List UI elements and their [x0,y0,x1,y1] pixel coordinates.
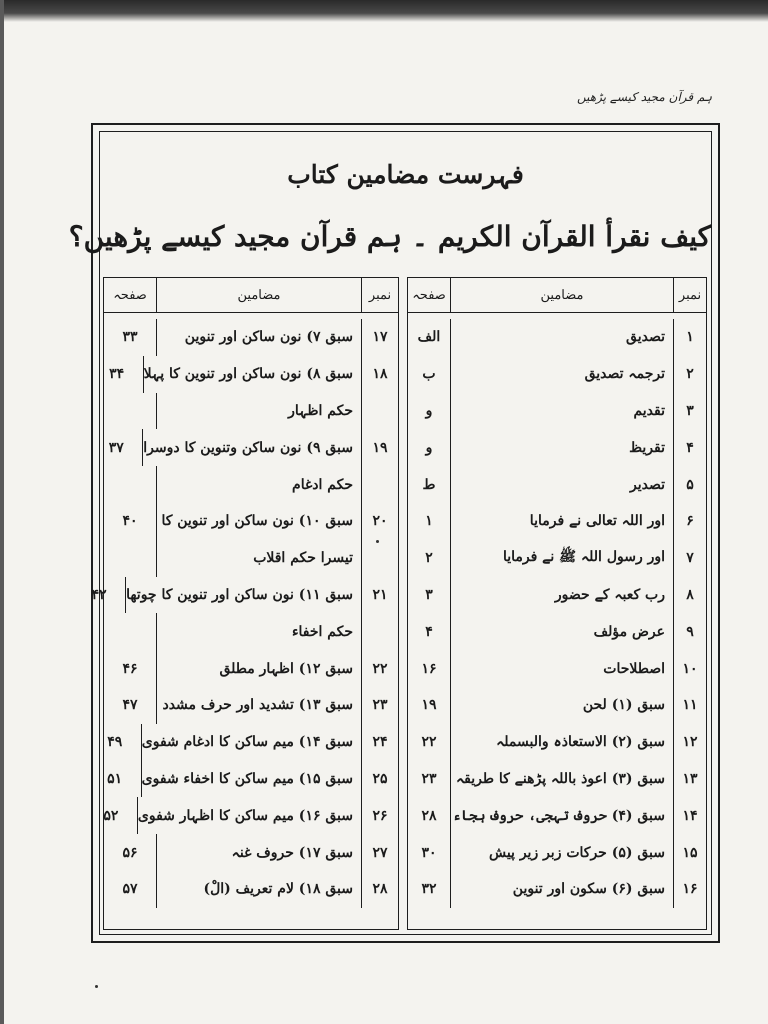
scan-speck [376,540,379,543]
toc-entry-page: ۲۲ [421,734,437,751]
toc-entry-page: ۵۲ [103,807,119,824]
toc-row [408,724,706,761]
toc-entry-topic: سبق (۳) اعوذ باللہ پڑھنے کا طریقہ [450,761,673,798]
toc-right-table [407,277,707,930]
toc-row [408,834,706,871]
toc-row [104,871,398,908]
toc-entry-number: ۵ [673,466,706,503]
toc-entry-number: ۱۱ [673,687,706,724]
toc-entry-page [104,613,156,650]
toc-row [104,356,398,393]
toc-row [104,797,398,834]
toc-entry-page: ۱ [425,513,433,530]
toc-entry-page: ۲۳ [421,770,437,787]
toc-row [408,577,706,614]
toc-entry-page: ۴۰ [122,513,138,530]
page-frame-inner [68,131,712,935]
scan-speck [95,985,98,988]
toc-entry-topic: سبق ۱۱) نون ساکن اور تنوین کا چوتھا [125,577,361,614]
toc-entry-page: ۵۱ [107,770,123,787]
toc-entry-page: ۳۴ [109,366,125,383]
toc-entry-number: ۱۵ [673,834,706,871]
toc-row [104,429,398,466]
number-column-header: نمبر [673,278,706,312]
toc-row [104,761,398,798]
toc-right-header-row [408,278,706,313]
toc-row [408,540,706,577]
toc-right-rows [408,313,706,929]
toc-entry-topic: اور رسول اللہ ﷺ نے فرمایا [450,540,673,577]
topic-column-header: مضامین [450,278,673,312]
toc-entry-topic: سبق ۷) نون ساکن اور تنوین [156,319,361,356]
toc-entry-page [104,393,156,430]
toc-entry-number: ۱۳ [673,761,706,798]
toc-entry-number: ۲۸ [361,871,398,908]
toc-row [408,356,706,393]
toc-row [104,613,398,650]
toc-row [104,319,398,356]
toc-entry-number: ۱۸ [361,356,398,393]
toc-entry-number: ۶ [673,503,706,540]
toc-row [408,650,706,687]
toc-entry-page: ۴ [425,623,433,640]
toc-entry-page: ۴۲ [91,586,107,603]
toc-row [104,393,398,430]
scan-left-edge [0,0,4,1024]
toc-entry-number: ۱۶ [673,871,706,908]
toc-entry-page: ۵۷ [122,881,138,898]
toc-entry-page [104,466,156,503]
toc-entry-topic: سبق ۱۴) میم ساکن کا ادغام شفوی [141,724,361,761]
page-title: فہرست مضامین کتاب [287,160,524,189]
toc-entry-number: ۳ [673,393,706,430]
number-column-header: نمبر [361,278,398,312]
toc-entry-topic: سبق ۱۸) لام تعریف (الْ) [156,871,361,908]
toc-entry-page: الف [417,329,441,346]
toc-entry-number: ۲۱ [361,577,398,614]
toc-entry-page: ب [422,366,436,383]
toc-entry-page: ط [422,476,436,493]
page-column-header: صفحہ [412,287,446,303]
toc-entry-topic: تصدیر [450,466,673,503]
toc-entry-topic: سبق ۱۶) میم ساکن کا اظہار شفوی [137,797,361,834]
toc-row [408,393,706,430]
toc-row [408,761,706,798]
toc-left-header-row [104,278,398,313]
toc-entry-page: ۴۹ [107,734,123,751]
toc-entry-number [361,466,398,503]
page-subtitle: کیف نقرأ القرآن الکریم ۔ ہم قرآن مجید کیسے پڑھیں؟ [68,220,711,253]
toc-row [104,540,398,577]
toc-entry-page: ۴۶ [122,660,138,677]
toc-row [91,577,398,614]
toc-entry-page: ۳۰ [421,844,437,861]
toc-entry-topic: تقدیم [450,393,673,430]
toc-row [408,687,706,724]
toc-entry-topic: تصدیق [450,319,673,356]
toc-entry-topic: سبق (۴) حروف تہجی، حروف ہجاء [450,797,673,834]
toc-row [104,687,398,724]
table-of-contents [91,277,707,930]
toc-entry-topic: رب کعبہ کے حضور [450,577,673,614]
toc-row [408,613,706,650]
toc-entry-number: ۱۴ [673,797,706,834]
toc-entry-topic: سبق ۹) نون ساکن وتنوین کا دوسرا [142,429,361,466]
toc-entry-topic: سبق (۱) لحن [450,687,673,724]
toc-entry-page: ۴۷ [122,697,138,714]
toc-row [104,834,398,871]
toc-row [104,466,398,503]
toc-entry-number [361,540,398,577]
toc-entry-topic: حکم اخفاء [156,613,361,650]
toc-entry-page [104,540,156,577]
toc-entry-number: ۲۷ [361,834,398,871]
toc-entry-page: ۱۹ [421,697,437,714]
toc-entry-topic: سبق (۶) سکون اور تنوین [450,871,673,908]
toc-entry-topic: سبق ۸) نون ساکن اور تنوین کا پہلا [143,356,361,393]
toc-entry-topic: سبق ۱۲) اظہار مطلق [156,650,361,687]
toc-row [408,797,706,834]
toc-row [408,871,706,908]
topic-column-header: مضامین [156,278,361,312]
toc-entry-number: ۷ [673,540,706,577]
toc-entry-topic: سبق (۵) حرکات زبر زیر پیش [450,834,673,871]
toc-row [408,466,706,503]
toc-entry-number: ۹ [673,613,706,650]
toc-entry-page: ۳۷ [108,439,124,456]
toc-entry-number: ۸ [673,577,706,614]
toc-entry-number: ۲ [673,356,706,393]
toc-entry-number: ۱۷ [361,319,398,356]
toc-entry-number: ۲۴ [361,724,398,761]
toc-entry-page: ۱۶ [421,660,437,677]
toc-left-rows [91,313,398,929]
toc-entry-page: و [425,402,433,419]
toc-entry-number: ۲۰ [361,503,398,540]
toc-entry-topic: سبق ۱۳) تشدید اور حرف مشدد [156,687,361,724]
running-header: ہم قرآن مجید کیسے پڑھیں [577,90,712,104]
toc-entry-number: ۲۶ [361,797,398,834]
toc-entry-topic: ترجمہ تصدیق [450,356,673,393]
toc-entry-number: ۱۲ [673,724,706,761]
toc-entry-topic: حکم ادغام [156,466,361,503]
toc-row [408,503,706,540]
toc-entry-topic: اور اللہ تعالی نے فرمایا [450,503,673,540]
toc-entry-page: ۲ [425,550,433,567]
toc-entry-page: ۳ [425,586,433,603]
toc-entry-topic: سبق (۲) الاستعاذہ والبسملہ [450,724,673,761]
page-column-header: صفحہ [113,287,147,303]
toc-entry-page: ۲۸ [421,807,437,824]
toc-entry-page: ۵۶ [122,844,138,861]
toc-entry-number: ۱ [673,319,706,356]
toc-entry-number: ۲۳ [361,687,398,724]
toc-entry-topic: سبق ۱۰) نون ساکن اور تنوین کا [156,503,361,540]
toc-entry-number: ۱۰ [673,650,706,687]
toc-entry-page: ۳۳ [122,329,138,346]
toc-entry-number: ۱۹ [361,429,398,466]
toc-entry-page: و [425,439,433,456]
toc-entry-number: ۴ [673,429,706,466]
toc-entry-number: ۲۵ [361,761,398,798]
toc-row [408,429,706,466]
scan-top-edge [0,0,768,22]
page-frame [68,123,720,943]
toc-row [408,319,706,356]
toc-row [104,650,398,687]
toc-row [104,724,398,761]
toc-entry-topic: سبق ۱۷) حروف غنہ [156,834,361,871]
toc-left-table [91,277,399,930]
toc-entry-topic: تقریظ [450,429,673,466]
toc-entry-topic: سبق ۱۵) میم ساکن کا اخفاء شفوی [141,761,361,798]
toc-entry-number: ۲۲ [361,650,398,687]
toc-entry-number [361,393,398,430]
toc-entry-number [361,613,398,650]
toc-row [104,503,398,540]
toc-entry-topic: تیسرا حکم اقلاب [156,540,361,577]
toc-entry-topic: اصطلاحات [450,650,673,687]
toc-entry-page: ۳۲ [421,881,437,898]
toc-entry-topic: عرض مؤلف [450,613,673,650]
toc-entry-topic: حکم اظہار [156,393,361,430]
